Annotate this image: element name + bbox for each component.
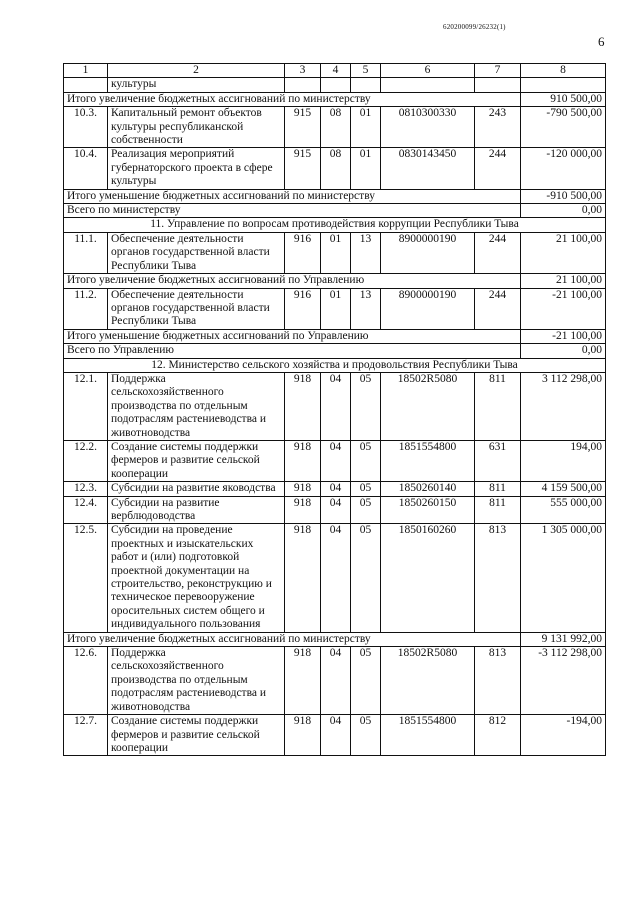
col-7-value: 811 (475, 372, 521, 440)
amount: 3 112 298,00 (521, 372, 606, 440)
col-4-value: 01 (321, 232, 351, 273)
header-cell: 8 (521, 64, 606, 78)
item-number: 12.6. (64, 647, 108, 715)
empty-cell (475, 78, 521, 92)
item-description: Субсидии на развитие яководства (108, 482, 285, 496)
col-4-value: 04 (321, 715, 351, 756)
header-row (64, 64, 606, 78)
col-7-value: 812 (475, 715, 521, 756)
col-3-value: 916 (285, 232, 321, 273)
col-4-value: 04 (321, 440, 351, 481)
col-7-value: 813 (475, 647, 521, 715)
amount: 1 305 000,00 (521, 524, 606, 632)
col-6-value: 1850160260 (381, 524, 475, 632)
amount: 194,00 (521, 440, 606, 481)
table-row (64, 107, 606, 148)
item-description: культуры (108, 78, 285, 92)
total-row (64, 274, 606, 288)
item-description: Субсидии на развитие верблюдоводства (108, 496, 285, 524)
amount: 21 100,00 (521, 232, 606, 273)
continuation-row (64, 78, 606, 92)
item-number: 10.4. (64, 148, 108, 189)
item-description: Капитальный ремонт объектов культуры республиканской собственности (108, 107, 285, 148)
col-6-value: 18502R5080 (381, 647, 475, 715)
col-3-value: 915 (285, 148, 321, 189)
section-heading-row (64, 358, 606, 372)
table-row (64, 715, 606, 756)
table-row (64, 232, 606, 273)
total-label: Итого уменьшение бюджетных ассигнований по министерству (64, 189, 521, 203)
item-number: 10.3. (64, 107, 108, 148)
col-3-value: 918 (285, 482, 321, 496)
col-5-value: 05 (351, 524, 381, 632)
item-description: Поддержка сельскохозяйственного производства по отдельным подотраслям растениеводства и животноводства (108, 372, 285, 440)
col-4-value: 04 (321, 482, 351, 496)
col-6-value: 0810300330 (381, 107, 475, 148)
col-3-value: 915 (285, 107, 321, 148)
col-3-value: 918 (285, 440, 321, 481)
col-7-value: 243 (475, 107, 521, 148)
col-4-value: 04 (321, 496, 351, 524)
col-3-value: 918 (285, 524, 321, 632)
total-row (64, 189, 606, 203)
page-number: 6 (598, 34, 605, 49)
table-row (64, 372, 606, 440)
total-row (64, 204, 606, 218)
col-6-value: 8900000190 (381, 232, 475, 273)
col-6-value: 1851554800 (381, 440, 475, 481)
item-number: 12.1. (64, 372, 108, 440)
total-label: Всего по Управлению (64, 344, 521, 358)
col-4-value: 08 (321, 148, 351, 189)
col-3-value: 918 (285, 372, 321, 440)
item-description: Создание системы поддержки фермеров и развитие сельской кооперации (108, 715, 285, 756)
total-amount: 9 131 992,00 (521, 632, 606, 646)
col-5-value: 13 (351, 288, 381, 329)
total-row (64, 329, 606, 343)
total-row (64, 344, 606, 358)
empty-cell (351, 78, 381, 92)
total-label: Итого уменьшение бюджетных ассигнований по Управлению (64, 329, 521, 343)
col-7-value: 811 (475, 482, 521, 496)
total-label: Итого увеличение бюджетных ассигнований по Управлению (64, 274, 521, 288)
item-number: 12.5. (64, 524, 108, 632)
total-amount: -910 500,00 (521, 189, 606, 203)
col-7-value: 813 (475, 524, 521, 632)
col-4-value: 04 (321, 524, 351, 632)
amount: 4 159 500,00 (521, 482, 606, 496)
header-cell: 3 (285, 64, 321, 78)
col-5-value: 05 (351, 440, 381, 481)
col-7-value: 244 (475, 148, 521, 189)
item-description: Субсидии на проведение проектных и изыскательских работ и (или) подготовкой проектной документации на строительство, реконструкцию и техническое перевооружение оросительных систем общего и индивидуального пользования (108, 524, 285, 632)
col-4-value: 08 (321, 107, 351, 148)
item-number: 11.2. (64, 288, 108, 329)
col-5-value: 05 (351, 715, 381, 756)
amount: -194,00 (521, 715, 606, 756)
col-5-value: 13 (351, 232, 381, 273)
col-5-value: 01 (351, 107, 381, 148)
col-7-value: 631 (475, 440, 521, 481)
amount: -120 000,00 (521, 148, 606, 189)
total-amount: 0,00 (521, 344, 606, 358)
section-heading-row (64, 218, 606, 232)
total-amount: 0,00 (521, 204, 606, 218)
col-5-value: 05 (351, 482, 381, 496)
document-id: 620200099/26232(1) (443, 23, 506, 31)
table-row (64, 647, 606, 715)
amount: 555 000,00 (521, 496, 606, 524)
header-cell: 4 (321, 64, 351, 78)
item-description: Создание системы поддержки фермеров и развитие сельской кооперации (108, 440, 285, 481)
col-6-value: 0830143450 (381, 148, 475, 189)
col-4-value: 01 (321, 288, 351, 329)
header-cell: 7 (475, 64, 521, 78)
item-number: 12.4. (64, 496, 108, 524)
item-description: Реализация мероприятий губернаторского проекта в сфере культуры (108, 148, 285, 189)
table-row (64, 482, 606, 496)
total-label: Итого увеличение бюджетных ассигнований по министерству (64, 92, 521, 106)
item-number: 11.1. (64, 232, 108, 273)
col-5-value: 05 (351, 647, 381, 715)
empty-cell (521, 78, 606, 92)
item-number: 12.3. (64, 482, 108, 496)
header-cell: 5 (351, 64, 381, 78)
item-number: 12.2. (64, 440, 108, 481)
total-label: Итого увеличение бюджетных ассигнований по министерству (64, 632, 521, 646)
item-description: Поддержка сельскохозяйственного производства по отдельным подотраслям растениеводства и животноводства (108, 647, 285, 715)
header-cell: 2 (108, 64, 285, 78)
col-5-value: 05 (351, 496, 381, 524)
col-3-value: 918 (285, 496, 321, 524)
table-row (64, 496, 606, 524)
col-7-value: 244 (475, 288, 521, 329)
table-row (64, 288, 606, 329)
col-7-value: 811 (475, 496, 521, 524)
empty-cell (285, 78, 321, 92)
item-description: Обеспечение деятельности органов государственной власти Республики Тыва (108, 232, 285, 273)
total-row (64, 632, 606, 646)
col-6-value: 1850260150 (381, 496, 475, 524)
section-heading: 12. Министерство сельского хозяйства и продовольствия Республики Тыва (64, 358, 606, 372)
amount: -21 100,00 (521, 288, 606, 329)
total-amount: 910 500,00 (521, 92, 606, 106)
col-3-value: 918 (285, 647, 321, 715)
col-3-value: 918 (285, 715, 321, 756)
col-6-value: 1850260140 (381, 482, 475, 496)
col-4-value: 04 (321, 647, 351, 715)
empty-cell (381, 78, 475, 92)
total-label: Всего по министерству (64, 204, 521, 218)
section-heading: 11. Управление по вопросам противодействия коррупции Республики Тыва (64, 218, 606, 232)
item-number: 12.7. (64, 715, 108, 756)
table-row (64, 440, 606, 481)
amount: -3 112 298,00 (521, 647, 606, 715)
total-amount: -21 100,00 (521, 329, 606, 343)
col-5-value: 05 (351, 372, 381, 440)
col-6-value: 1851554800 (381, 715, 475, 756)
col-6-value: 18502R5080 (381, 372, 475, 440)
amount: -790 500,00 (521, 107, 606, 148)
table-row (64, 524, 606, 632)
total-amount: 21 100,00 (521, 274, 606, 288)
col-5-value: 01 (351, 148, 381, 189)
col-7-value: 244 (475, 232, 521, 273)
total-row (64, 92, 606, 106)
empty-cell (321, 78, 351, 92)
header-cell: 6 (381, 64, 475, 78)
table-row (64, 148, 606, 189)
empty-cell (64, 78, 108, 92)
col-3-value: 916 (285, 288, 321, 329)
col-4-value: 04 (321, 372, 351, 440)
item-description: Обеспечение деятельности органов государственной власти Республики Тыва (108, 288, 285, 329)
header-cell: 1 (64, 64, 108, 78)
budget-table (63, 63, 606, 756)
col-6-value: 8900000190 (381, 288, 475, 329)
